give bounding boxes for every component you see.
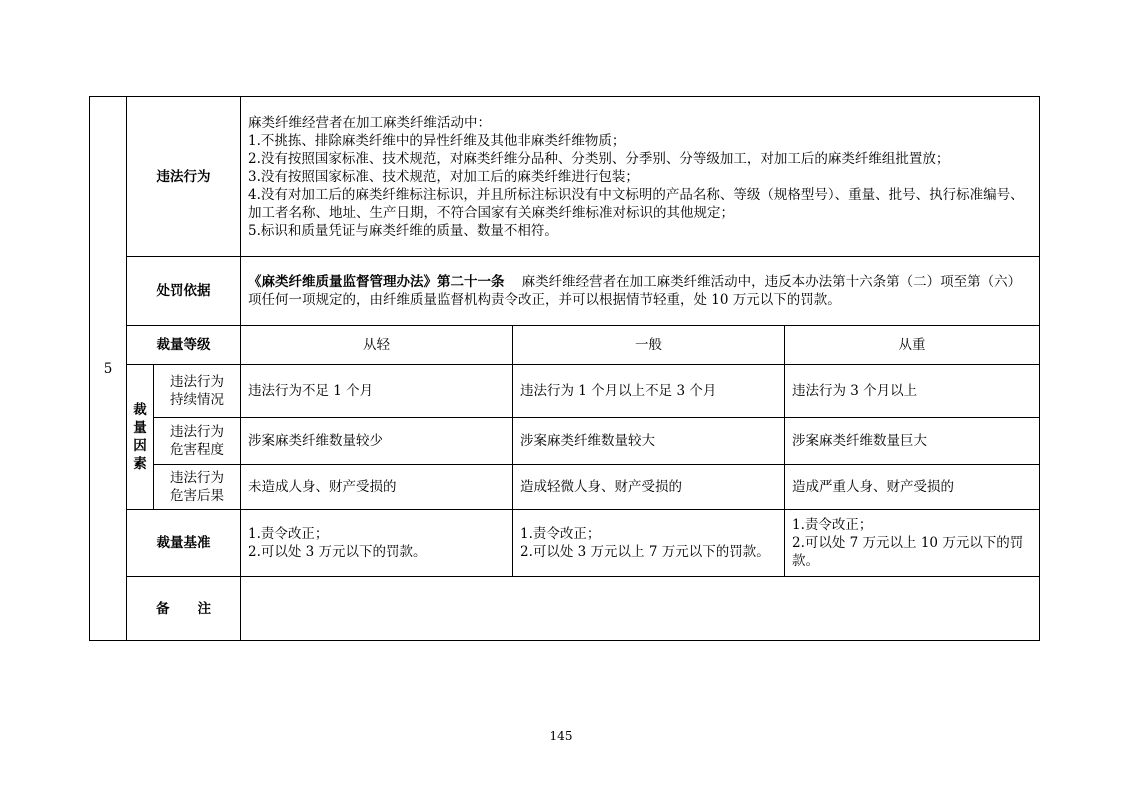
factor-value: 涉案麻类纤维数量较大 <box>513 418 785 465</box>
standard-line: 2.可以处 3 万元以上 7 万元以下的罚款。 <box>520 544 770 560</box>
level-heavy: 从重 <box>785 326 1040 365</box>
factor-value: 造成严重人身、财产受损的 <box>785 465 1040 510</box>
violation-content <box>241 97 1040 257</box>
basis-row <box>90 257 1040 326</box>
violation-row <box>90 97 1040 257</box>
violation-label: 违法行为 <box>127 97 241 257</box>
violation-line: 4.没有对加工后的麻类纤维标注标识，并且所标注标识没有中文标明的产品名称、等级（规格型号）、重量、批号、执行标准编号、加工者名称、地址、生产日期，不符合国家有关麻类纤维标准对标识的其他规定； <box>248 186 1024 221</box>
basis-content <box>241 257 1040 326</box>
factor-name-line: 危害程度 <box>170 442 224 458</box>
standard-line: 2.可以处 3 万元以下的罚款。 <box>248 544 427 560</box>
standard-label: 裁量基准 <box>127 510 241 577</box>
violation-line: 2.没有按照国家标准、技术规范，对麻类纤维分品种、分类别、分季别、分等级加工，对加工后的麻类纤维组批置放； <box>248 150 950 167</box>
penalty-table <box>89 96 1040 641</box>
factors-group-char: 素 <box>133 456 147 472</box>
factor-row <box>90 365 1040 418</box>
page-number: 145 <box>549 729 573 743</box>
factor-name-line: 持续情况 <box>170 392 224 408</box>
factor-value: 未造成人身、财产受损的 <box>241 465 513 510</box>
standard-line: 1.责令改正； <box>792 517 873 533</box>
factor-value: 违法行为不足 1 个月 <box>241 365 513 418</box>
basis-text: 麻类纤维经营者在加工麻类纤维活动中，违反本办法第十六条第（二）项至第（六）项任何一项规定的，由纤维质量监督机构责令改正，并可以根据情节轻重，处 10 万元以下的罚款。 <box>248 274 1022 308</box>
factor-value: 涉案麻类纤维数量巨大 <box>785 418 1040 465</box>
factor-name-line: 违法行为 <box>170 374 224 390</box>
standard-line: 2.可以处 7 万元以上 10 万元以下的罚款。 <box>792 535 1024 569</box>
factor-name-line: 违法行为 <box>170 470 224 486</box>
level-normal: 一般 <box>513 326 785 365</box>
factor-row <box>90 465 1040 510</box>
violation-line: 3.没有按照国家标准、技术规范，对加工后的麻类纤维进行包装； <box>248 168 639 185</box>
factor-value: 违法行为 3 个月以上 <box>785 365 1040 418</box>
standard-normal <box>513 510 785 577</box>
factor-row <box>90 418 1040 465</box>
violation-line: 麻类纤维经营者在加工麻类纤维活动中： <box>248 114 491 131</box>
standard-row <box>90 510 1040 577</box>
standard-line: 1.责令改正； <box>520 526 601 542</box>
remark-label-char: 注 <box>197 600 211 617</box>
violation-line: 1.不挑拣、排除麻类纤维中的异性纤维及其他非麻类纤维物质； <box>248 132 626 149</box>
factor-name-duration <box>154 365 241 418</box>
standard-line: 1.责令改正； <box>248 526 329 542</box>
factor-value: 涉案麻类纤维数量较少 <box>241 418 513 465</box>
standard-light <box>241 510 513 577</box>
factors-group-label <box>127 365 154 510</box>
factors-group-char: 裁 <box>133 402 147 418</box>
factor-name-line: 危害后果 <box>170 488 224 504</box>
remark-label <box>127 577 241 641</box>
standard-heavy <box>785 510 1040 577</box>
remark-content <box>241 577 1040 641</box>
row-number: 5 <box>90 97 127 641</box>
factor-name-line: 违法行为 <box>170 424 224 440</box>
level-light: 从轻 <box>241 326 513 365</box>
remark-label-char: 备 <box>156 600 170 617</box>
factor-name-consequence <box>154 465 241 510</box>
violation-line: 5.标识和质量凭证与麻类纤维的质量、数量不相符。 <box>248 222 558 239</box>
levels-label: 裁量等级 <box>127 326 241 365</box>
factors-group-char: 量 <box>133 420 147 436</box>
basis-label: 处罚依据 <box>127 257 241 326</box>
factor-value: 造成轻微人身、财产受损的 <box>513 465 785 510</box>
remark-row <box>90 577 1040 641</box>
factors-group-char: 因 <box>133 438 147 454</box>
factor-name-severity <box>154 418 241 465</box>
basis-law: 《麻类纤维质量监督管理办法》第二十一条 <box>248 274 505 290</box>
levels-row <box>90 326 1040 365</box>
factor-value: 违法行为 1 个月以上不足 3 个月 <box>513 365 785 418</box>
